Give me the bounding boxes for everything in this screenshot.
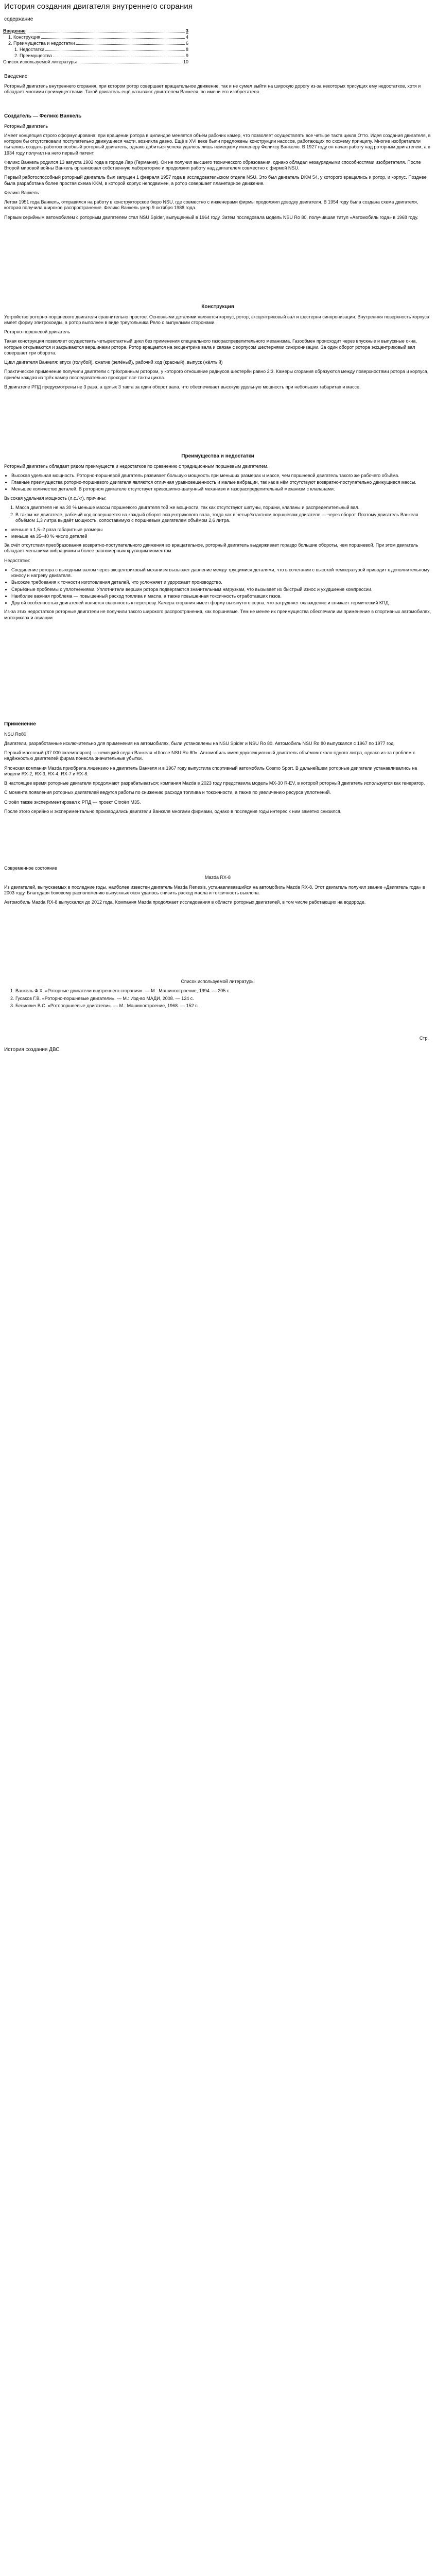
reference-item: 3. Бениович В.С. «Ротопоршневые двигатели». — М.: Машиностроение, 1968. — 152 с. xyxy=(15,1003,431,1009)
present-heading: Современное состояние xyxy=(4,866,57,871)
disadvantage-item: • Высокие требования к точности изготовления деталей, что усложняет и удорожает производство. xyxy=(11,580,431,585)
advantages-list xyxy=(4,473,431,493)
wankel-subheading: Роторный двигатель xyxy=(4,123,48,129)
wankel-paragraph-3: Первый работоспособный роторный двигатель был запущен 1 февраля 1957 года в исследовательском отделе NSU. Это был двигатель DKM 54, у которого вращались и ротор, и корпус. Позднее была разработана более простая схема KKM, в которой корпус неподвижен, а ротор совершает планетарное движение. xyxy=(4,175,427,186)
size-item: • меньше на 35–40 % число деталей xyxy=(11,534,431,539)
disadvantages-list xyxy=(4,567,431,606)
toc-entry[interactable] xyxy=(3,34,188,40)
present-paragraph-1: Из двигателей, выпускаемых в последние годы, наиболее известен двигатель Mazda Renesis, устанавливавшийся на автомобиль Mazda RX-8. Этот двигатель получил звание «Двигатель года» в 2003 году. Благодаря боковому расположению выпускных окон удалось снизить расход масла и токсичность выхлопа. xyxy=(4,884,425,895)
cons-heading: Недостатки: xyxy=(4,557,30,563)
intro-section xyxy=(4,83,431,99)
references-section xyxy=(4,979,431,1010)
table-of-contents xyxy=(3,28,188,65)
application-paragraph-7: После этого серийно и экспериментально производились двигатели Ванкеля многими фирмами, однако в последние годы интерес к ним заметно снизился. xyxy=(4,808,342,814)
power-caption: Высокая удельная мощность (л.с./кг), причины: xyxy=(4,495,107,501)
pros-cons-paragraph: За счёт отсутствия преобразования возвратно-поступательного движения во вращательное, роторный двигатель выдерживает гораздо большие обороты, чем поршневой. При этом двигатель обладает меньшими вибрациями и более равномерным крутящим моментом. xyxy=(4,543,418,554)
reference-item: 1. Ванкель Ф.Х. «Роторные двигатели внутреннего сгорания». — М.: Машиностроение, 1994. — 205 с. xyxy=(15,988,431,994)
present-paragraph-2: Автомобиль Mazda RX-8 выпускался до 2012 года. Компания Mazda продолжает исследования в области роторных двигателей, в том числе работающих на водороде. xyxy=(4,900,366,905)
wankel-section xyxy=(4,113,431,224)
application-paragraph-5: С момента появления роторных двигателей ведутся работы по снижению расхода топлива и токсичности, а также по увеличению ресурса уплотнений. xyxy=(4,790,331,795)
toc-entry-title: 2. Преимущества xyxy=(14,53,52,58)
toc-entry-title: 2. Преимущества и недостатки xyxy=(8,40,75,46)
advantage-item: • Главные преимущества роторно-поршневого двигателя являются отличная уравновешенность и малые вибрации, так как в нём отсутствуют возвратно-поступательно движущиеся массы. xyxy=(11,480,431,485)
construction-caption: Роторно-поршневой двигатель xyxy=(4,329,71,334)
power-reasons-list xyxy=(4,505,431,524)
size-item: • меньше в 1,5–2 раза габаритные размеры xyxy=(11,527,431,533)
intro-heading-text: Введение xyxy=(4,74,28,79)
construction-heading: Конструкция xyxy=(201,304,234,310)
toc-entry-page: 10 xyxy=(183,59,188,64)
toc-entry-page: 8 xyxy=(185,46,188,52)
advantage-item: • Высокая удельная мощность. Роторно-поршневой двигатель развивает большую мощность при меньших размерах и массе, чем поршневой двигатель такого же рабочего объёма. xyxy=(11,473,431,479)
advantage-item: • Меньшее количество деталей. В роторном двигателе отсутствует кривошипно-шатунный механизм и газораспределительный механизм с клапанами. xyxy=(11,486,431,492)
references-heading: Список используемой литературы xyxy=(181,979,255,984)
wankel-paragraph-1: Имеет концепция строго сформулирована: при вращении ротора в цилиндре меняется объём рабочих камер, что позволяет осуществлять все четыре такта цикла Отто. Идея создания двигателя, в котором бы отсутствовали поступательно движущиеся части, возникла давно. Ещё в XVI веке были предложены конструкции насосов, работающих по схожему принципу. Многие изобретатели пытались создать работоспособный роторный двигатель, однако добиться успеха удалось лишь немецкому инженеру Феликсу Ванкелю. В 1927 году он начал работу над роторным двигателем, а в 1934 году получил на него первый патент. xyxy=(4,132,431,156)
toc-entry[interactable] xyxy=(3,28,188,34)
disadvantage-item: • Наиболее важная проблема — повышенный расход топлива и масла, а также повышенная токсичность отработавших газов. xyxy=(11,594,431,599)
construction-paragraph-5: Практическое применение получили двигатели с трёхгранным ротором, у которого отношение радиусов шестерён равно 2:3. Камеры сгорания образуются между поверхностями ротора и корпуса, причём каждая из трёх камер последовательно проходит все такты цикла. xyxy=(4,369,429,380)
document-title: История создания двигателя внутреннего сгорания xyxy=(4,2,193,11)
toc-entry[interactable] xyxy=(3,40,188,46)
wankel-heading: Создатель — Феликс Ванкель xyxy=(4,113,82,119)
toc-entry-title: Список используемой литературы xyxy=(3,59,77,64)
construction-figure-caption: Цикл двигателя Ванкеля: впуск (голубой), сжатие (зелёный), рабочий ход (красный), выпуск (жёлтый) xyxy=(4,360,223,365)
wankel-paragraph-5: Летом 1951 года Ванкель, отправился на работу в конструкторское бюро NSU, где совместно с инженерами фирмы продолжил доводку двигателя. В 1954 году была создана схема двигателя, которая получила широкое распространение. Феликс Ванкель умер 9 октября 1988 года. xyxy=(4,199,418,211)
disadvantage-item: • Соединение ротора с выходным валом через эксцентриковый механизм вызывает давление между трущимися деталями, что в сочетании с высокой температурой приводит к дополнительному износу и нагреву двигателя. xyxy=(11,567,431,579)
pros-cons-section xyxy=(4,453,431,624)
power-reason-item: 2. В таком же двигателе, рабочий ход совершается на каждый оборот эксцентрикового вала, тогда как в четырёхтактном поршневом двигателе — через оборот. Поэтому двигатель Ванкеля объёмом 1,3 литра выдаёт мощность, сопоставимую с поршневым двигателем объёмом 2,6 литра. xyxy=(15,512,431,524)
pros-cons-intro: Роторный двигатель обладает рядом преимуществ и недостатков по сравнению с традиционным поршневым двигателем. xyxy=(4,463,269,469)
footer-label: История создания ДВС xyxy=(4,1047,60,1053)
references-list xyxy=(4,988,431,1009)
construction-paragraph-1: Устройство роторно-поршневого двигателя сравнительно простое. Основными деталями являются корпус, ротор, эксцентриковый вал и шестерни синхронизации. Внутренняя поверхность корпуса имеет форму эпитрохоиды, а ротор выполнен в виде треугольника Рело с выпуклыми сторонами. xyxy=(4,314,429,325)
pros-cons-heading: Преимущества и недостатки xyxy=(181,453,254,459)
disadvantage-item: • Другой особенностью двигателей является склонность к перегреву. Камера сгорания имеет форму вытянутого серпа, что затрудняет охлаждение и снижает термический КПД. xyxy=(11,600,431,606)
wankel-caption: Феликс Ванкель xyxy=(4,190,39,195)
construction-paragraph-6: В двигателе РПД предусмотрены не 3 раза, а целых 3 такта за один оборот вала, что обеспечивает высокую удельную мощность при небольших габаритах и массе. xyxy=(4,384,361,389)
present-section xyxy=(4,866,431,909)
application-paragraph-3: Японская компания Mazda приобрела лицензию на двигатель Ванкеля и в 1967 году выпустила спортивный автомобиль Cosmo Sport. В дальнейшем роторные двигатели устанавливались на модели RX-2, RX-3, RX-4, RX-7 и RX-8. xyxy=(4,765,417,776)
toc-entry[interactable] xyxy=(3,53,188,59)
toc-leader-dots xyxy=(45,50,185,51)
wankel-paragraph-6: Первым серийным автомобилем с роторным двигателем стал NSU Spider, выпущенный в 1964 году. Затем последовала модель NSU Ro 80, получившая титул «Автомобиль года» в 1968 году. xyxy=(4,214,418,220)
application-sub: NSU Ro80 xyxy=(4,731,27,737)
toc-caption: содержание xyxy=(4,16,33,22)
application-paragraph-1: Двигатели, разработанные исключительно для применения на автомобилях, были установлены на NSU Spider и NSU Ro 80. Автомобиль NSU Ro 80 выпускался с 1967 по 1977 год. xyxy=(4,740,395,746)
toc-leader-dots xyxy=(76,44,185,45)
toc-entry-page: 6 xyxy=(185,40,188,46)
toc-entry-page: 4 xyxy=(185,34,188,40)
toc-entry[interactable] xyxy=(3,59,188,65)
toc-entry-page: 9 xyxy=(185,53,188,58)
page-marker: Стр. xyxy=(419,1036,429,1041)
application-paragraph-2: Первый массовый (37 000 экземпляров) — немецкий седан Ванкеля «Шоссе NSU Ro 80». Автомобиль имел двухсекционный двигатель объёмом около одного литра, однако из-за проблем с надёжностью двигателей фирма понесла значительные убытки. xyxy=(4,750,415,761)
toc-leader-dots xyxy=(41,38,185,39)
disadvantage-item: • Серьёзные проблемы с уплотнениями. Уплотнители вершин ротора подвергаются значительным нагрузкам, что вызывает их быстрый износ и ухудшение компрессии. xyxy=(11,587,431,592)
application-paragraph-4: В настоящее время роторные двигатели продолжают разрабатываться; компания Mazda в 2023 году представила модель MX-30 R-EV, в которой роторный двигатель используется как генератор. xyxy=(4,781,425,786)
size-list xyxy=(4,527,431,540)
toc-entry[interactable] xyxy=(3,46,188,53)
toc-entry-title: 1. Недостатки xyxy=(14,46,44,52)
intro-paragraph: Роторный двигатель внутреннего сгорания, при котором ротор совершает вращательное движение, так и не сумел выйти на широкую дорогу из-за некоторых присущих ему недостатков, хотя и обладает многими преимуществами. Такой двигатель ещё называют двигателем Ванкеля, по имени его изобретателя. xyxy=(4,83,421,95)
application-heading: Применение xyxy=(4,721,36,727)
application-paragraph-6: Citroën также экспериментировал с РПД — проект Citroën M35. xyxy=(4,799,141,805)
construction-paragraph-3: Такая конструкция позволяет осуществить четырёхтактный цикл без применения специального газораспределительного механизма. Газообмен происходит через впускные и выпускные окна, которые открываются и закрываются вершинами ротора. Ротор вращается на эксцентрике вала и связан с корпусом шестернями синхронизации. За один оборот ротора эксцентриковый вал совершает три оборота. xyxy=(4,338,417,355)
cons-paragraph: Из-за этих недостатков роторные двигатели не получили такого широкого распространения, как поршневые. Тем не менее их преимущества обеспечили им применение в спортивных автомобилях, мотоциклах и авиации. xyxy=(4,609,431,620)
intro-heading xyxy=(4,74,27,80)
construction-section xyxy=(4,304,431,394)
wankel-paragraph-2: Феликс Ванкель родился 13 августа 1902 года в городе Лар (Германия). Он не получил высшего технического образования, однако обладал незаурядными способностями изобретателя. После Второй мировой войны Ванкель организовал собственную лабораторию и продолжил работу над двигателем совместно с фирмой NSU. xyxy=(4,159,421,171)
reference-item: 2. Гусаков Г.В. «Роторно-поршневые двигатели». — М.: Изд-во МАДИ, 2008. — 124 с. xyxy=(15,996,431,1002)
toc-entry-title: Введение xyxy=(3,28,26,33)
application-section xyxy=(4,721,431,818)
present-image-caption: Mazda RX-8 xyxy=(204,875,231,880)
power-reason-item: 1. Масса двигателя не на 30 % меньше массы поршневого двигателя той же мощности, так как отсутствуют шатуны, поршни, клапаны и распределительный вал. xyxy=(15,505,431,511)
toc-entry-page: 3 xyxy=(185,28,188,33)
toc-entry-title: 1. Конструкция xyxy=(8,34,41,40)
